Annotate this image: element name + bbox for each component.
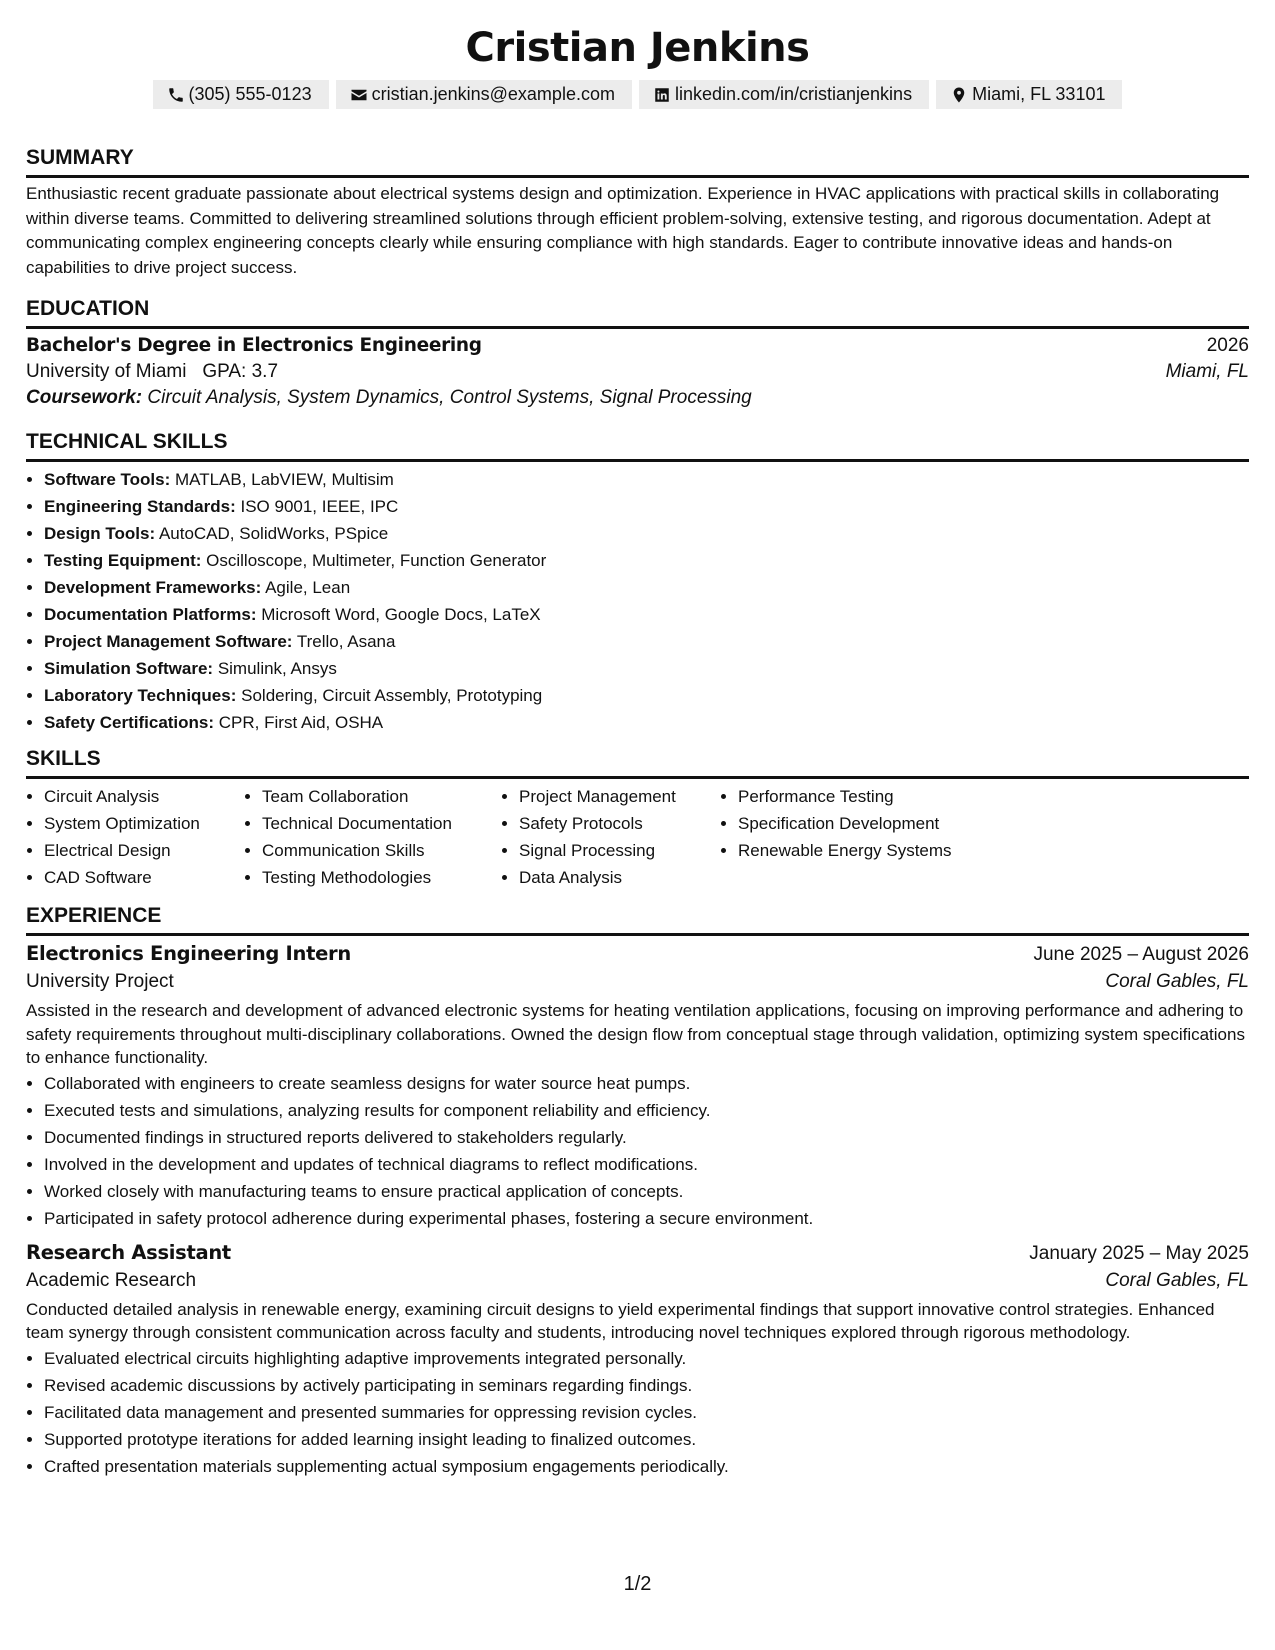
education-section xyxy=(26,296,1249,409)
degree-name: Bachelor's Degree in Electronics Engineering xyxy=(26,335,482,356)
list-item: • System Optimization xyxy=(44,810,244,837)
list-item: • Crafted presentation materials supplementing actual symposium engagements periodically. xyxy=(44,1453,1249,1480)
coursework-list: Circuit Analysis, System Dynamics, Control Systems, Signal Processing xyxy=(147,387,752,408)
resume-page xyxy=(26,0,1249,1480)
job-entry xyxy=(26,1241,1249,1480)
list-item xyxy=(44,574,1249,601)
list-item: • Team Collaboration xyxy=(262,783,501,810)
job-bullets xyxy=(26,1345,1249,1480)
list-item: • Communication Skills xyxy=(262,837,501,864)
list-item xyxy=(44,601,1249,628)
job-org-row xyxy=(26,1270,1249,1292)
section-title-summary: SUMMARY xyxy=(26,146,134,169)
skill-category: Design Tools: xyxy=(44,524,156,543)
skills-column-2 xyxy=(244,783,501,891)
skill-category: Simulation Software: xyxy=(44,659,214,678)
summary-text: Enthusiastic recent graduate passionate about electrical systems design and optimization. Experience in HVAC applications with practical skills in collaborating within diverse teams. Committed to delivering streamlined solutions through efficient problem-solving, extensive testing, and rigorous documentation. Adept at communicating complex engineering concepts clearly while ensuring compliance with high standards. Eager to contribute innovative ideas and hands-on capabilities to drive project success. xyxy=(26,184,1220,277)
skill-values: Microsoft Word, Google Docs, LaTeX xyxy=(261,605,541,624)
list-item: • Facilitated data management and presented summaries for oppressing revision cycles. xyxy=(44,1399,1249,1426)
skill-category: Documentation Platforms: xyxy=(44,605,257,624)
contact-location-text: Miami, FL 33101 xyxy=(972,84,1106,104)
section-divider xyxy=(26,326,1249,329)
skills-column-3 xyxy=(501,783,720,891)
list-item xyxy=(44,709,1249,736)
list-item xyxy=(44,547,1249,574)
list-item xyxy=(44,466,1249,493)
skill-category: Laboratory Techniques: xyxy=(44,686,237,705)
contact-email[interactable] xyxy=(336,80,632,109)
education-degree-row xyxy=(26,335,1249,357)
education-school-row xyxy=(26,361,1249,383)
job-organization: University Project xyxy=(26,971,174,992)
skill-values: AutoCAD, SolidWorks, PSpice xyxy=(158,524,389,543)
candidate-name: Cristian Jenkins xyxy=(465,25,810,71)
job-title: Electronics Engineering Intern xyxy=(26,942,351,965)
job-location: Coral Gables, FL xyxy=(1105,971,1249,992)
list-item xyxy=(44,628,1249,655)
list-item xyxy=(44,493,1249,520)
list-item: • CAD Software xyxy=(44,864,244,891)
list-item: • Renewable Energy Systems xyxy=(738,837,1038,864)
school-name: University of Miami xyxy=(26,361,187,382)
skill-values: MATLAB, LabVIEW, Multisim xyxy=(174,470,394,489)
job-bullets xyxy=(26,1070,1249,1232)
list-item: • Supported prototype iterations for added learning insight leading to finalized outcomes. xyxy=(44,1426,1249,1453)
list-item: • Specification Development xyxy=(738,810,1038,837)
skill-category: Software Tools: xyxy=(44,470,171,489)
list-item xyxy=(44,655,1249,682)
section-title-experience: EXPERIENCE xyxy=(26,904,162,927)
skills-column-4 xyxy=(720,783,1038,891)
skill-values: CPR, First Aid, OSHA xyxy=(218,713,384,732)
job-title-row xyxy=(26,1241,1249,1265)
job-org-row xyxy=(26,971,1249,993)
map-pin-icon xyxy=(950,86,968,104)
section-divider xyxy=(26,776,1249,779)
list-item: • Evaluated electrical circuits highlighting adaptive improvements integrated personally. xyxy=(44,1345,1249,1372)
contact-phone-text: (305) 555-0123 xyxy=(188,84,312,104)
contact-linkedin[interactable] xyxy=(639,80,929,109)
job-dates: June 2025 – August 2026 xyxy=(1033,944,1249,965)
section-divider xyxy=(26,933,1249,936)
contact-email-text[interactable]: cristian.jenkins@example.com xyxy=(371,84,615,104)
list-item: • Collaborated with engineers to create seamless designs for water source heat pumps. xyxy=(44,1070,1249,1097)
contact-location xyxy=(936,80,1122,109)
summary-section xyxy=(26,145,1249,280)
list-item: • Circuit Analysis xyxy=(44,783,244,810)
job-organization: Academic Research xyxy=(26,1269,197,1291)
skill-category: Project Management Software: xyxy=(44,632,293,651)
graduation-year: 2026 xyxy=(1206,335,1249,356)
contact-linkedin-text[interactable]: linkedin.com/in/cristianjenkins xyxy=(674,84,913,104)
school-location: Miami, FL xyxy=(1165,361,1249,382)
skill-category: Engineering Standards: xyxy=(44,497,236,516)
job-description: Assisted in the research and development of advanced electronic systems for heating ventilation applications, focusing on improving performance and adhering to safety requirements throughout multi-disciplinary collaborations. Owned the design flow from conceptual stage through validation, optimizing system specifications to enhance functionality. xyxy=(26,1001,1245,1067)
list-item: • Testing Methodologies xyxy=(262,864,501,891)
job-location: Coral Gables, FL xyxy=(1105,1269,1249,1291)
section-title-skills: SKILLS xyxy=(26,747,101,770)
list-item xyxy=(44,682,1249,709)
phone-icon xyxy=(167,86,185,104)
technical-skills-section xyxy=(26,429,1249,736)
list-item: • Involved in the development and updates of technical diagrams to reflect modifications. xyxy=(44,1151,1249,1178)
job-description: Conducted detailed analysis in renewable energy, examining circuit designs to yield experimental findings that support innovative control strategies. Enhanced team synergy through consistent communication across faculty and students, introducing novel techniques explored through rigorous methodology. xyxy=(26,1299,1215,1342)
list-item xyxy=(44,520,1249,547)
list-item: • Executed tests and simulations, analyzing results for component reliability and efficiency. xyxy=(44,1097,1249,1124)
list-item: • Technical Documentation xyxy=(262,810,501,837)
coursework-label: Coursework: xyxy=(26,387,143,408)
skills-section xyxy=(26,746,1249,891)
skill-category: Safety Certifications: xyxy=(44,713,215,732)
skill-category: Testing Equipment: xyxy=(44,551,202,570)
job-dates: January 2025 – May 2025 xyxy=(1029,1242,1249,1264)
section-title-technical-skills: TECHNICAL SKILLS xyxy=(26,430,228,453)
school-info xyxy=(26,361,278,383)
envelope-icon xyxy=(350,86,368,104)
skill-values: ISO 9001, IEEE, IPC xyxy=(240,497,399,516)
skill-category: Development Frameworks: xyxy=(44,578,262,597)
list-item: • Data Analysis xyxy=(519,864,720,891)
section-divider xyxy=(26,459,1249,462)
skill-values: Simulink, Ansys xyxy=(217,659,337,678)
skill-values: Soldering, Circuit Assembly, Prototyping xyxy=(241,686,543,705)
skills-column-1 xyxy=(26,783,244,891)
job-title-row xyxy=(26,942,1249,966)
skill-values: Agile, Lean xyxy=(265,578,351,597)
list-item: • Revised academic discussions by actively participating in seminars regarding findings. xyxy=(44,1372,1249,1399)
list-item: • Documented findings in structured reports delivered to stakeholders regularly. xyxy=(44,1124,1249,1151)
contact-bar xyxy=(26,80,1249,109)
contact-phone xyxy=(153,80,329,109)
section-divider xyxy=(26,175,1249,178)
page-number: 1/2 xyxy=(623,1573,652,1595)
technical-skills-list xyxy=(26,466,1249,736)
job-title: Research Assistant xyxy=(26,1240,231,1264)
gpa: GPA: 3.7 xyxy=(202,361,279,382)
list-item: • Participated in safety protocol adherence during experimental phases, fostering a secure environment. xyxy=(44,1205,1249,1232)
list-item: • Electrical Design xyxy=(44,837,244,864)
list-item: • Safety Protocols xyxy=(519,810,720,837)
experience-section xyxy=(26,903,1249,1480)
section-title-education: EDUCATION xyxy=(26,297,150,320)
linkedin-icon xyxy=(653,86,671,104)
list-item: • Signal Processing xyxy=(519,837,720,864)
job-entry xyxy=(26,942,1249,1232)
list-item: • Performance Testing xyxy=(738,783,1038,810)
skills-columns xyxy=(26,783,1249,891)
coursework xyxy=(26,387,1249,409)
list-item: • Worked closely with manufacturing teams to ensure practical application of concepts. xyxy=(44,1178,1249,1205)
skill-values: Trello, Asana xyxy=(296,632,396,651)
skill-values: Oscilloscope, Multimeter, Function Generator xyxy=(206,551,547,570)
list-item: • Project Management xyxy=(519,783,720,810)
